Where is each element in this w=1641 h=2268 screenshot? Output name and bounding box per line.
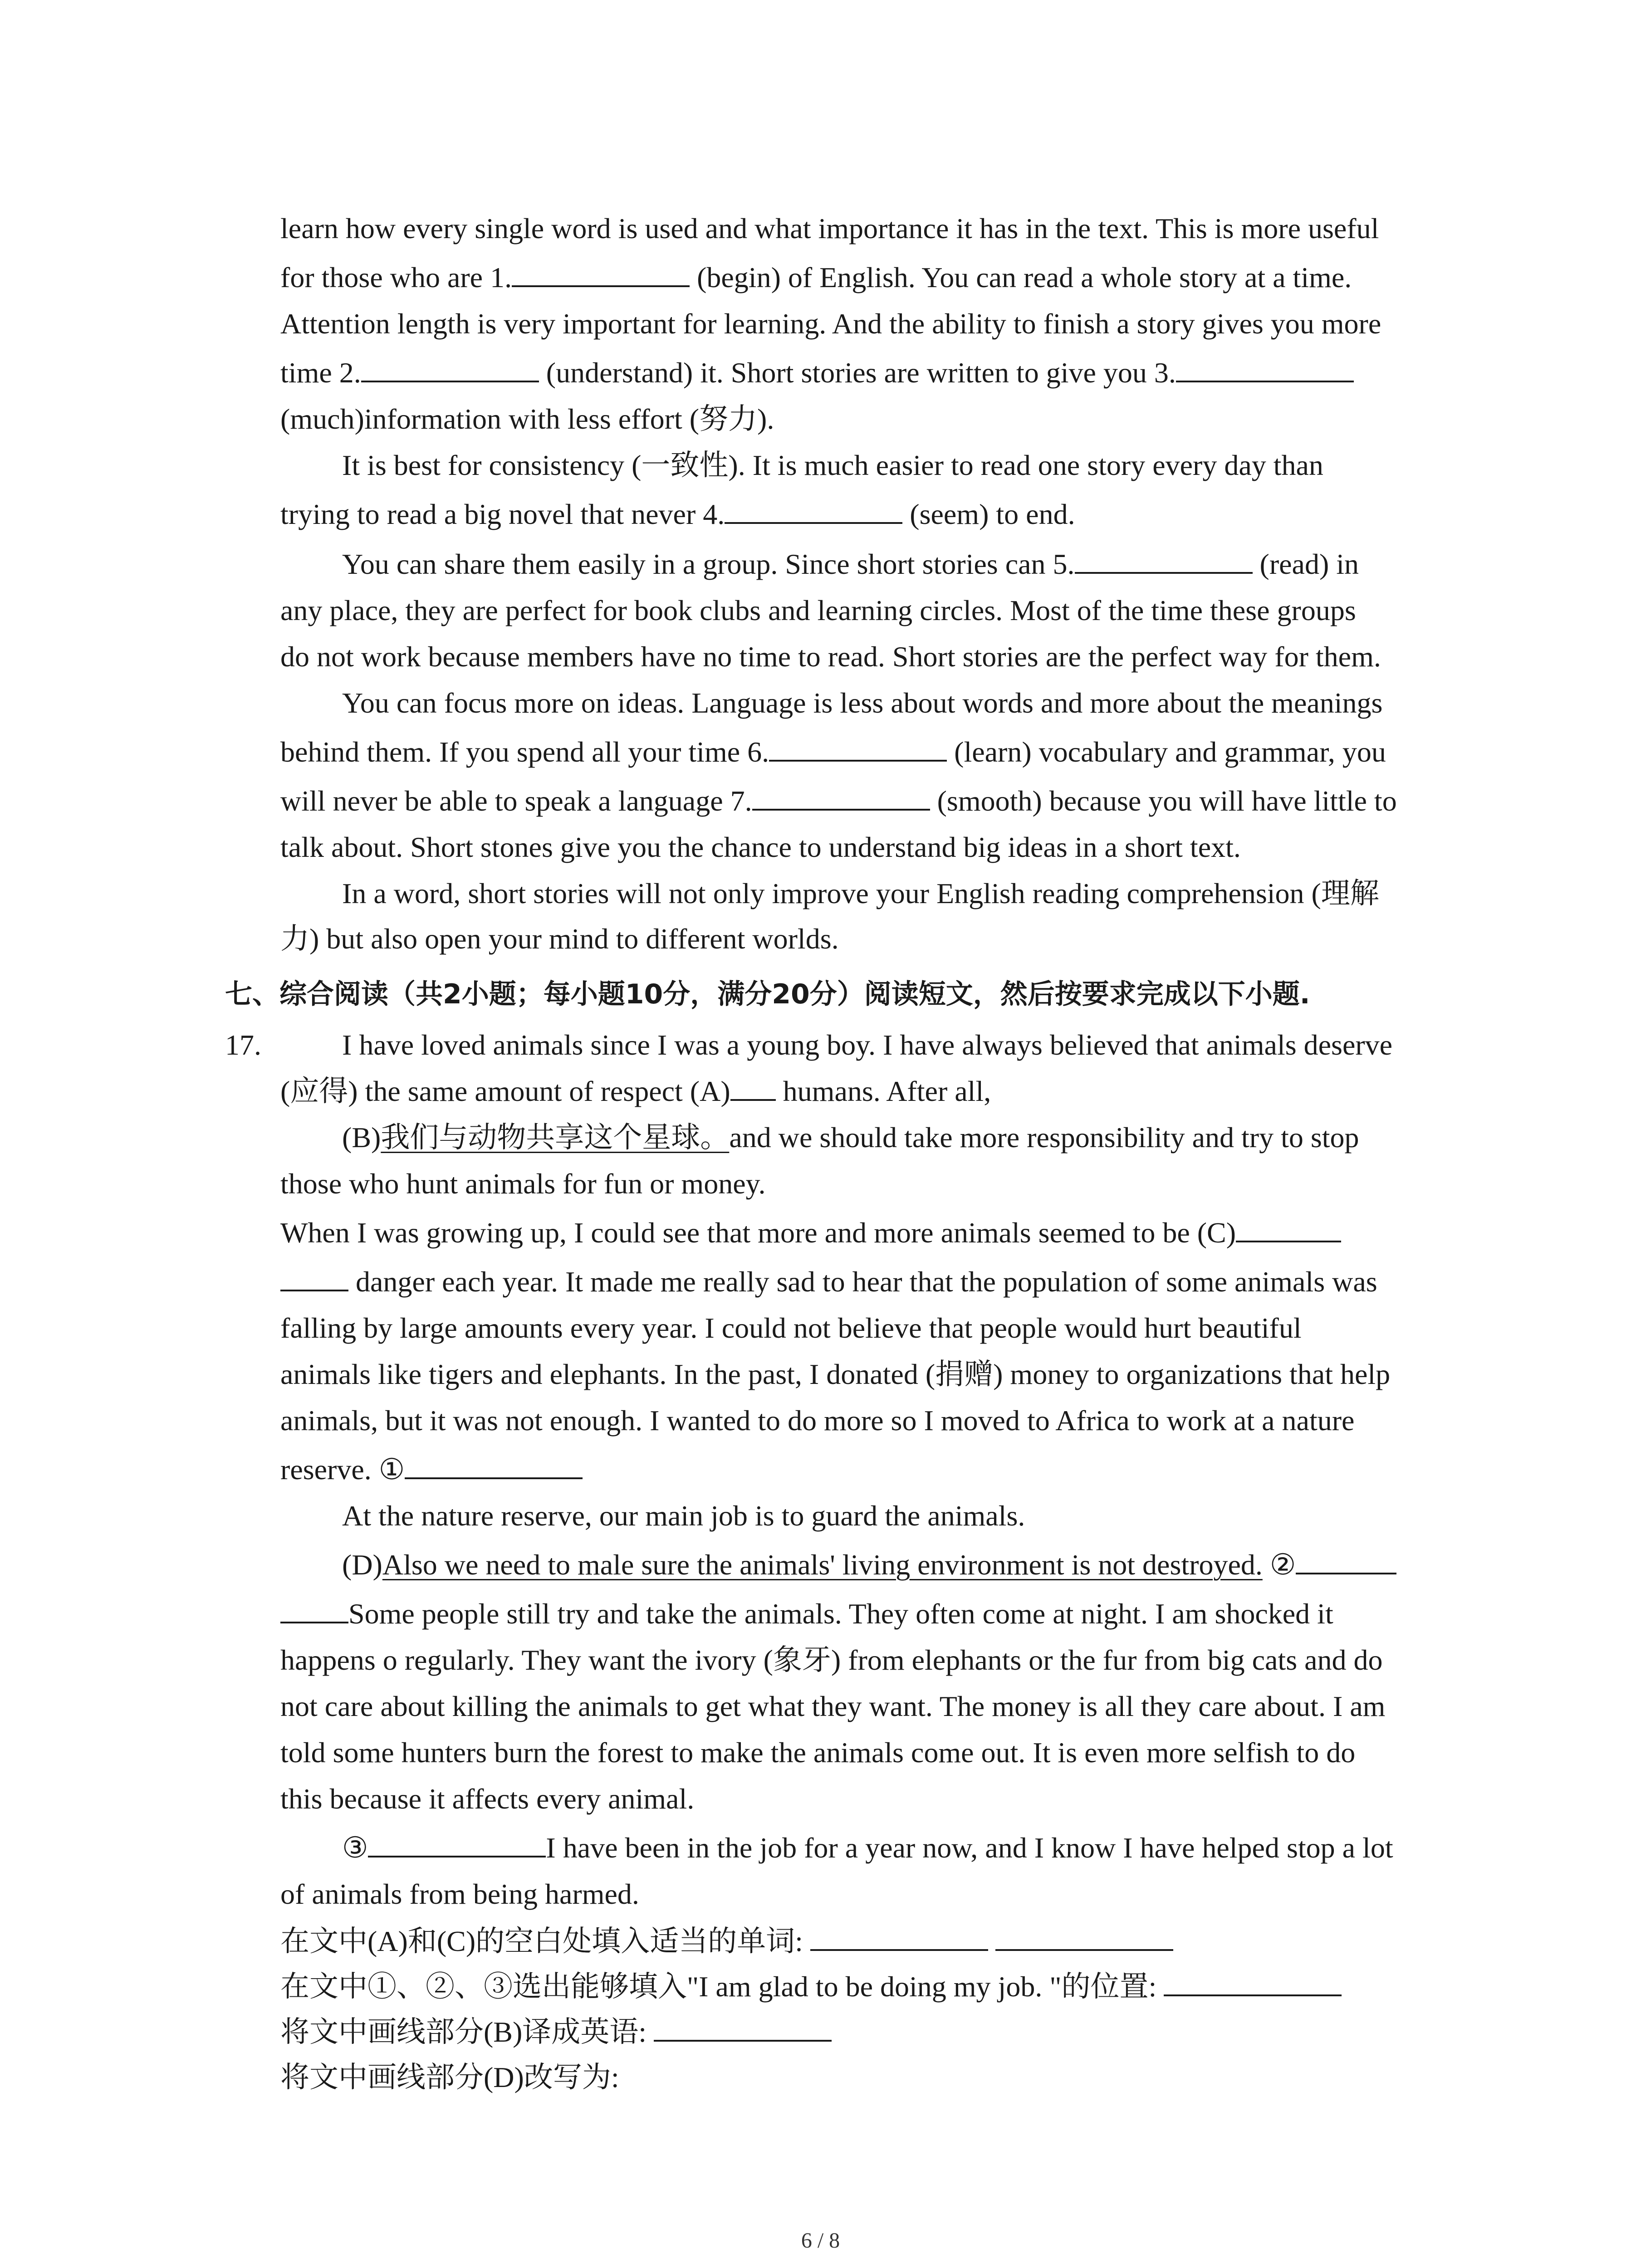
question-17-line: reserve. ① — [280, 1450, 583, 1490]
section-heading: 七、综合阅读（共2小题；每小题10分，满分20分）阅读短文，然后按要求完成以下小题. — [225, 978, 1310, 1010]
question-17-line: happens o regularly. They want the ivory (象牙) from elephants or the fur from big cats and do — [280, 1644, 1383, 1676]
question-17-line: animals like tigers and elephants. In the past, I donated (捐赠) money to organizations that help — [280, 1358, 1391, 1390]
question-17-line: falling by large amounts every year. I could not believe that people would hurt beautiful — [280, 1312, 1302, 1344]
question-17-line: told some hunters burn the forest to make the animals come out. It is even more selfish to do — [280, 1736, 1356, 1769]
question-17-line: 17. I have loved animals since I was a young boy. I have always believed that animals deserve — [280, 1025, 1392, 1065]
question-17-line: Some people still try and take the animals. They often come at night. I am shocked it — [280, 1594, 1333, 1634]
answer-blank-5[interactable] — [1075, 547, 1253, 574]
answer-blank-4[interactable] — [725, 498, 902, 524]
task-line: 在文中①、②、③选出能够填入"I am glad to be doing my job. "的位置: — [280, 1967, 1342, 2007]
task-line: 将文中画线部分(D)改写为: — [280, 2061, 619, 2093]
passage-line: do not work because members have no time to read. Short stories are the perfect way for them. — [280, 640, 1381, 673]
passage-line: In a word, short stories will not only improve your English reading comprehension (理解 — [342, 877, 1379, 909]
passage-line: (much)information with less effort (努力). — [280, 403, 774, 435]
passage-line: behind them. If you spend all your time 6. (learn) vocabulary and grammar, you — [280, 736, 1386, 768]
question-17-line: of animals from being harmed. — [280, 1878, 639, 1910]
underlined-d: Also we need to male sure the animals' living environment is not destroyed. — [382, 1549, 1263, 1581]
answer-blank-1[interactable] — [512, 261, 690, 287]
question-17-line: animals, but it was not enough. I wanted to do more so I moved to Africa to work at a nature — [280, 1404, 1355, 1437]
passage-line: any place, they are perfect for book clubs and learning circles. Most of the time these groups — [280, 594, 1356, 626]
passage-line: trying to read a big novel that never 4. (seem) to end. — [280, 498, 1075, 530]
underlined-b: 我们与动物共享这个星球。 — [381, 1121, 730, 1154]
passage-line: Attention length is very important for learning. And the ability to finish a story gives you more — [280, 308, 1381, 340]
passage-line: will never be able to speak a language 7. (smooth) because you will have little to — [280, 785, 1397, 817]
passage-line: learn how every single word is used and what importance it has in the text. This is more useful — [280, 212, 1379, 244]
answer-blank-c-cont[interactable] — [280, 1265, 348, 1291]
question-17-line: not care about killing the animals to get what they want. The money is all they care about. I am — [280, 1690, 1386, 1722]
task-3-blank[interactable] — [654, 2015, 832, 2042]
answer-blank-circle-2-cont[interactable] — [280, 1597, 348, 1623]
question-number: 17. — [225, 1029, 261, 1061]
task-1-blank-a[interactable] — [810, 1925, 988, 1951]
passage-line: You can share them easily in a group. Since short stories can 5. (read) in — [342, 548, 1359, 580]
answer-blank-3[interactable] — [1176, 356, 1354, 382]
question-17-line: (应得) the same amount of respect (A) humans. After all, — [280, 1075, 991, 1107]
question-17-line: those who hunt animals for fun or money. — [280, 1168, 766, 1200]
answer-blank-c[interactable] — [1236, 1216, 1341, 1242]
task-2-blank[interactable] — [1164, 1970, 1342, 1996]
question-17-line: At the nature reserve, our main job is to guard the animals. — [342, 1500, 1025, 1532]
passage-line: You can focus more on ideas. Language is less about words and more about the meanings — [342, 687, 1383, 719]
question-17-line: (B)我们与动物共享这个星球。and we should take more responsibility and try to stop — [342, 1121, 1359, 1154]
answer-blank-2[interactable] — [361, 356, 539, 382]
answer-blank-6[interactable] — [769, 735, 947, 762]
passage-line: time 2. (understand) it. Short stories are written to give you 3. — [280, 353, 1354, 393]
answer-blank-circle-1[interactable] — [405, 1453, 583, 1479]
answer-blank-circle-3[interactable] — [368, 1831, 546, 1857]
task-line: 将文中画线部分(B)译成英语: — [280, 2012, 832, 2052]
question-17-line: danger each year. It made me really sad to hear that the population of some animals was — [280, 1262, 1377, 1302]
page-number: 6 / 8 — [801, 2229, 840, 2253]
question-17-line: this because it affects every animal. — [280, 1783, 695, 1815]
task-1-blank-c[interactable] — [995, 1925, 1173, 1951]
passage-line: talk about. Short stones give you the chance to understand big ideas in a short text. — [280, 831, 1241, 863]
answer-blank-a[interactable] — [730, 1075, 776, 1101]
passage-line: for those who are 1. (begin) of English. You can read a whole story at a time. — [280, 261, 1352, 293]
task-line: 在文中(A)和(C)的空白处填入适当的单词: — [280, 1921, 1173, 1961]
question-17-line: (D)Also we need to male sure the animals' living environment is not destroyed. ② — [280, 1545, 1396, 1585]
question-17-line: When I was growing up, I could see that more and more animals seemed to be (C) — [280, 1213, 1341, 1253]
answer-blank-7[interactable] — [752, 784, 930, 811]
question-17-line: ③ I have been in the job for a year now, and I know I have helped stop a lot — [342, 1832, 1393, 1864]
answer-blank-circle-2[interactable] — [1296, 1548, 1396, 1574]
passage-line: 力) but also open your mind to different worlds. — [280, 923, 839, 955]
passage-line: It is best for consistency (一致性). It is much easier to read one story every day than — [342, 449, 1323, 481]
